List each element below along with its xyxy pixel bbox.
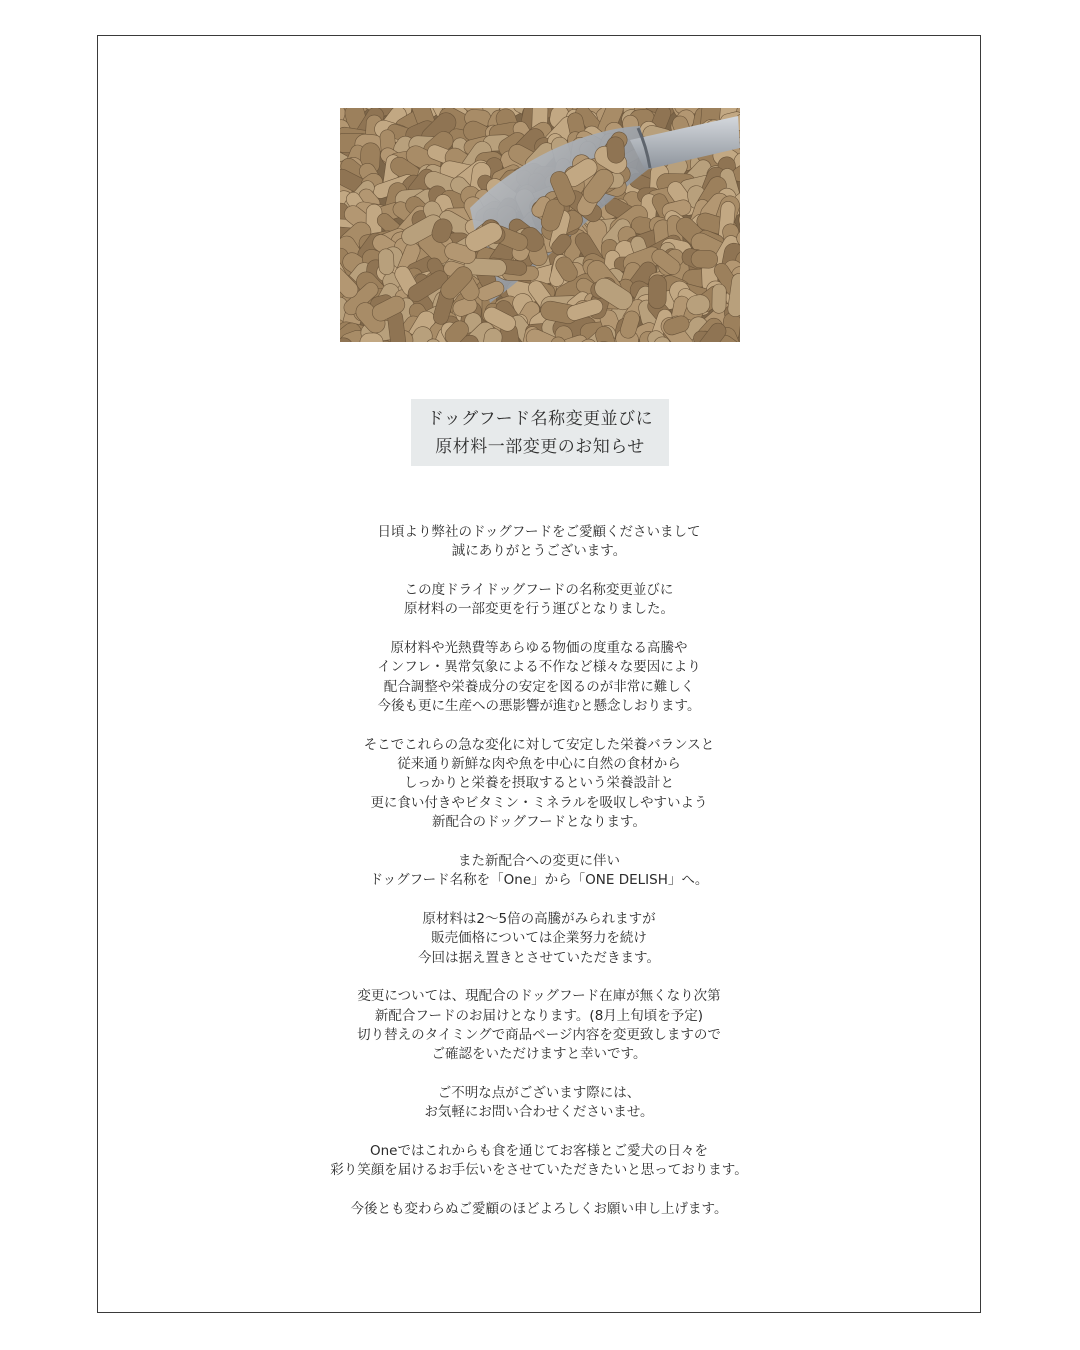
paragraph xyxy=(97,639,981,716)
title-line-2: 原材料一部変更のお知らせ xyxy=(435,436,645,457)
paragraph xyxy=(97,523,981,562)
paragraph-line: 原材料や光熱費等あらゆる物価の度重なる高騰や xyxy=(390,640,688,657)
dog-food-photo xyxy=(340,108,740,342)
paragraph-line: 原材料の一部変更を行う運びとなりました。 xyxy=(404,601,674,618)
paragraph-line: 新配合フードのお届けとなります。(8月上旬頃を予定) xyxy=(374,1007,704,1024)
paragraph xyxy=(97,1200,981,1219)
title-line-1: ドッグフード名称変更並びに xyxy=(426,408,654,429)
paragraph-line: Oneではこれからも食を通じてお客様とご愛犬の日々を xyxy=(370,1143,708,1160)
paragraph-line: 今回は据え置きとさせていただきます。 xyxy=(418,949,660,966)
paragraph xyxy=(97,987,981,1064)
paragraph-line: 従来通り新鮮な肉や魚を中心に自然の食材から xyxy=(397,756,681,773)
paragraph-line: 配合調整や栄養成分の安定を図るのが非常に難しく xyxy=(383,678,695,695)
paragraph-line: ご不明な点がございます際には、 xyxy=(437,1085,641,1102)
paragraph-line: 販売価格については企業努力を続け xyxy=(431,930,647,947)
paragraph-line: 新配合のドッグフードとなります。 xyxy=(432,814,646,831)
paragraph-line: 今後とも変わらぬご愛顧のほどよろしくお願い申し上げます。 xyxy=(350,1201,728,1218)
paragraph-line: 今後も更に生産への悪影響が進むと懸念しおります。 xyxy=(377,698,701,715)
paragraph-line: インフレ・異常気象による不作など様々な要因により xyxy=(377,659,701,676)
paragraph xyxy=(97,581,981,620)
paragraph xyxy=(97,1142,981,1181)
paragraph-line: そこでこれらの急な変化に対して安定した栄養バランスと xyxy=(363,736,715,753)
paragraph-line: ご確認をいただけますと幸いです。 xyxy=(431,1046,647,1063)
paragraph-line: 切り替えのタイミングで商品ページ内容を変更致しますので xyxy=(357,1026,721,1043)
paragraph xyxy=(97,852,981,891)
paragraph-line: 日頃より弊社のドッグフードをご愛顧くださいまして xyxy=(377,524,701,540)
paragraph-line: 原材料は2〜5倍の高騰がみられますが xyxy=(422,910,656,927)
paragraph-line: 更に食い付きやビタミン・ミネラルを吸収しやすいよう xyxy=(370,794,708,811)
paragraph xyxy=(97,736,981,832)
paragraph xyxy=(97,1084,981,1123)
paragraph-line: また新配合への変更に伴い xyxy=(458,852,620,869)
paragraph-line: ドッグフード名称を「One」から「ONE DELISH」へ。 xyxy=(369,872,709,889)
paragraph xyxy=(97,910,981,968)
announcement-body xyxy=(97,523,981,1239)
paragraph-line: 変更については、現配合のドッグフード在庫が無くなり次第 xyxy=(357,988,721,1005)
paragraph-line: 誠にありがとうございます。 xyxy=(451,543,627,560)
announcement-title xyxy=(411,399,669,466)
paragraph-line: この度ドライドッグフードの名称変更並びに xyxy=(404,582,674,599)
paragraph-line: お気軽にお問い合わせくださいませ。 xyxy=(424,1104,654,1121)
paragraph-line: しっかりと栄養を摂取するという栄養設計と xyxy=(404,775,674,792)
paragraph-line: 彩り笑顔を届けるお手伝いをさせていただきたいと思っております。 xyxy=(330,1162,748,1179)
